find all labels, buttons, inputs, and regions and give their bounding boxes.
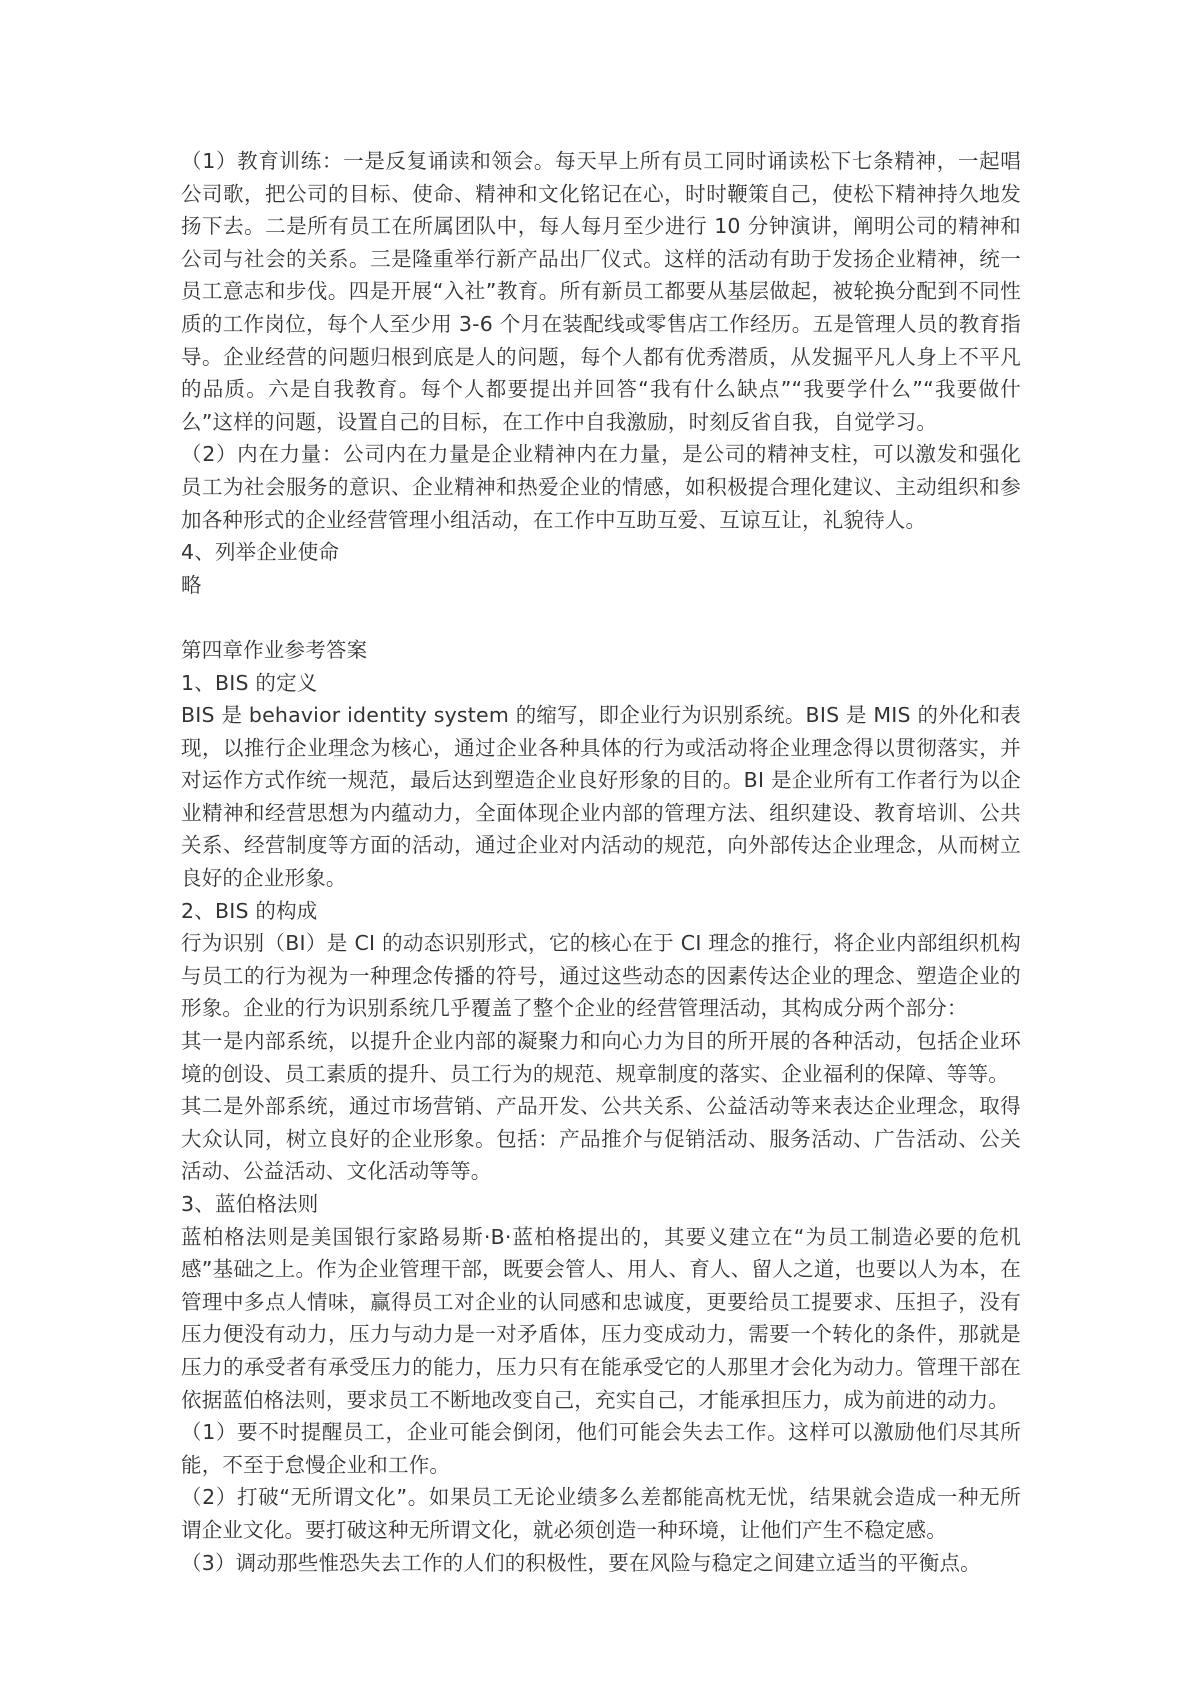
- heading-lamberg-law: 3、蓝伯格法则: [181, 1192, 319, 1216]
- paragraph-bis-composition: 行为识别（BI）是 CI 的动态识别形式，它的核心在于 CI 理念的推行，将企业内部组织机构与员工的行为视为一种理念传播的符号，通过这些动态的因素传达企业的理念、塑造企业的形象。企业的行为识别系统几乎覆盖了整个企业的经营管理活动，其构成分两个部分：: [181, 931, 1021, 1021]
- document-body: [181, 145, 1021, 1579]
- paragraph-bis-definition: BIS 是 behavior identity system 的缩写，即企业行为识别系统。BIS 是 MIS 的外化和表现，以推行企业理念为核心，通过企业各种具体的行为或活动将企业理念得以贯彻落实，并对运作方式作统一规范，最后达到塑造企业良好形象的目的。BI 是企业所有工作者行为以企业精神和经营思想为内蕴动力，全面体现企业内部的管理方法、组织建设、教育培训、公共关系、经营制度等方面的活动，通过企业对内活动的规范，向外部传达企业理念，从而树立良好的企业形象。: [181, 703, 1021, 891]
- heading-bis-composition: 2、BIS 的构成: [181, 898, 318, 923]
- paragraph-omitted: 略: [181, 572, 202, 597]
- paragraph-point-2: （2）打破“无所谓文化”。如果员工无论业绩多么差都能高枕无忧，结果就会造成一种无所谓企业文化。要打破这种无所谓文化，就必须创造一种环境，让他们产生不稳定感。: [181, 1485, 1021, 1542]
- paragraph-point-3: （3）调动那些惟恐失去工作的人们的积极性，要在风险与稳定之间建立适当的平衡点。: [181, 1550, 981, 1575]
- blank-line: [181, 601, 1021, 634]
- paragraph-lamberg-law: 蓝柏格法则是美国银行家路易斯·B·蓝柏格提出的，其要义建立在“为员工制造必要的危机感”基础之上。作为企业管理干部，既要会管人、用人、育人、留人之道，也要以人为本，在管理中多点人情味，赢得员工对企业的认同感和忠诚度，更要给员工提要求、压担子，没有压力便没有动力，压力与动力是一对矛盾体，压力变成动力，需要一个转化的条件，那就是压力的承受者有承受压力的能力，压力只有在能承受它的人那里才会化为动力。管理干部在依据蓝伯格法则，要求员工不断地改变自己，充实自己，才能承担压力，成为前进的动力。: [181, 1224, 1021, 1412]
- paragraph-external-system: 其二是外部系统，通过市场营销、产品开发、公共关系、公益活动等来表达企业理念，取得大众认同，树立良好的企业形象。包括：产品推介与促销活动、服务活动、广告活动、公关活动、公益活动、文化活动等等。: [181, 1094, 1021, 1184]
- paragraph-point-1: （1）要不时提醒员工，企业可能会倒闭，他们可能会失去工作。这样可以激励他们尽其所能，不至于怠慢企业和工作。: [181, 1420, 1021, 1477]
- chapter-title: 第四章作业参考答案: [181, 637, 368, 662]
- paragraph-education-training: （1）教育训练：一是反复诵读和领会。每天早上所有员工同时诵读松下七条精神，一起唱公司歌，把公司的目标、使命、精神和文化铭记在心，时时鞭策自己，使松下精神持久地发扬下去。二是所有员工在所属团队中，每人每月至少进行 10 分钟演讲，阐明公司的精神和公司与社会的关系。三是隆重举行新产品出厂仪式。这样的活动有助于发扬企业精神，统一员工意志和步伐。四是开展“入社”教育。所有新员工都要从基层做起，被轮换分配到不同性质的工作岗位，每个人至少用 3-6 个月在装配线或零售店工作经历。五是管理人员的教育指导。企业经营的问题归根到底是人的问题，每个人都有优秀潜质，从发掘平凡人身上不平凡的品质。六是自我教育。每个人都要提出并回答“我有什么缺点”“我要学什么”“我要做什么”这样的问题，设置自己的目标，在工作中自我激励，时刻反省自我，自觉学习。: [181, 149, 1021, 434]
- heading-enterprise-mission: 4、列举企业使命: [181, 540, 340, 565]
- heading-bis-definition: 1、BIS 的定义: [181, 670, 318, 695]
- paragraph-internal-system: 其一是内部系统，以提升企业内部的凝聚力和向心力为目的所开展的各种活动，包括企业环境的创设、员工素质的提升、员工行为的规范、规章制度的落实、企业福利的保障、等等。: [181, 1029, 1021, 1086]
- paragraph-inner-strength: （2）内在力量：公司内在力量是企业精神内在力量，是公司的精神支柱，可以激发和强化员工为社会服务的意识、企业精神和热爱企业的情感，如积极提合理化建议、主动组织和参加各种形式的企业经营管理小组活动，在工作中互助互爱、互谅互让，礼貌待人。: [181, 442, 1021, 532]
